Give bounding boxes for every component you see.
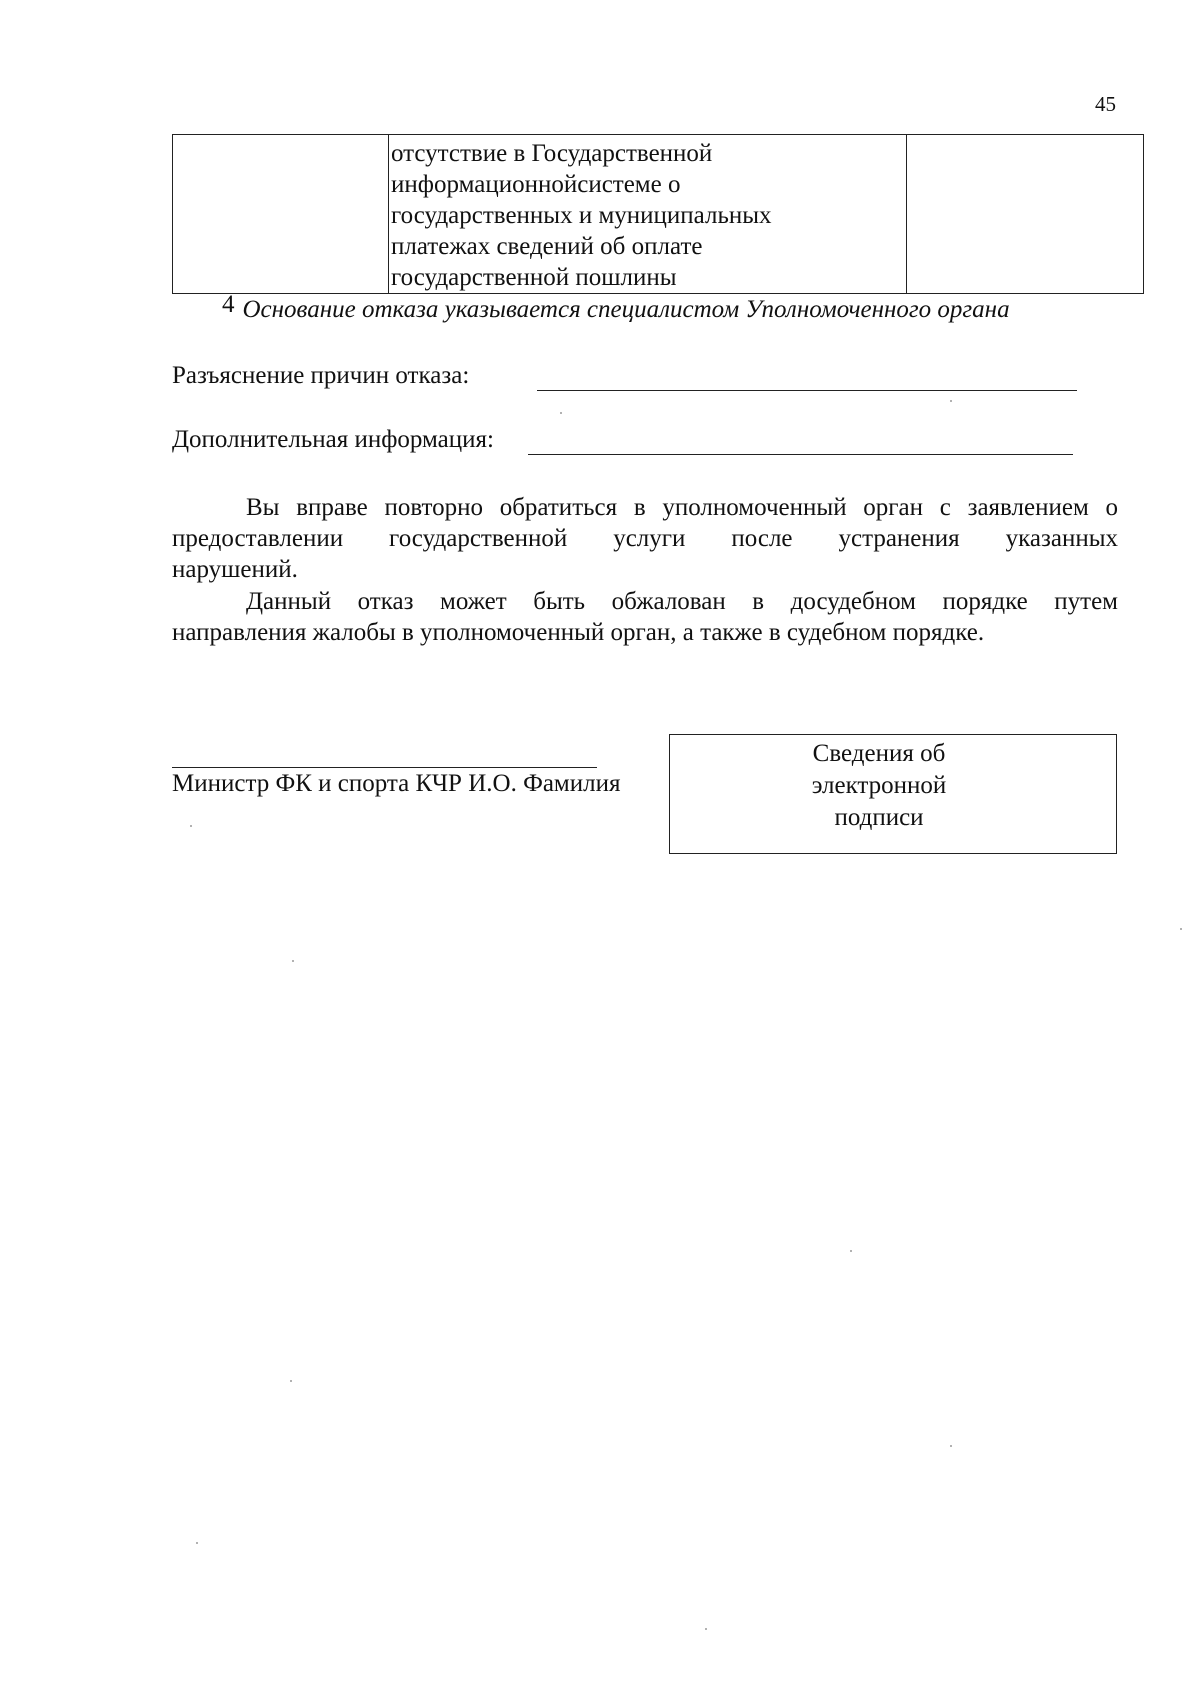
paragraph-line: нарушений. xyxy=(172,556,298,583)
scan-speck xyxy=(1180,928,1182,930)
refusal-reason-blank-line xyxy=(537,390,1077,391)
esig-text-line: электронной xyxy=(811,772,947,799)
paragraph-line: Вы вправе повторно обратиться в уполномоченный орган с заявлением о xyxy=(246,494,1118,521)
cell-text-line: государственной пошлины xyxy=(391,264,677,291)
additional-info-blank-line xyxy=(528,454,1073,455)
signature-line xyxy=(172,767,597,768)
scan-speck xyxy=(560,412,562,414)
esig-text-line: подписи xyxy=(834,804,924,831)
scan-speck xyxy=(290,1380,292,1382)
scan-speck xyxy=(705,1628,707,1630)
refusal-reason-label: Разъяснение причин отказа: xyxy=(172,362,470,389)
footnote xyxy=(222,291,1010,324)
reapply-paragraph xyxy=(172,492,1118,585)
table-row xyxy=(173,135,1144,294)
additional-info-label: Дополнительная информация: xyxy=(172,426,494,453)
table-cell-empty-right xyxy=(907,135,1144,294)
appeal-paragraph xyxy=(172,586,1118,648)
signer-name: Министр ФК и спорта КЧР И.О. Фамилия xyxy=(172,770,621,797)
scan-speck xyxy=(850,1250,852,1252)
cell-text-line: государственных и муниципальных xyxy=(391,202,772,229)
table-cell-empty-left xyxy=(173,135,389,294)
electronic-signature-box xyxy=(669,734,1117,854)
scan-speck xyxy=(292,960,294,962)
paragraph-line: направления жалобы в уполномоченный орган, а также в судебном порядке. xyxy=(172,619,985,646)
footnote-text: Основание отказа указывается специалистом Уполномоченного органа xyxy=(242,296,1010,323)
refusal-grounds-table-fragment xyxy=(172,134,1144,294)
cell-text-line: информационнойсистеме о xyxy=(391,171,681,198)
paragraph-line: предоставлении государственной услуги после устранения указанных xyxy=(172,525,1118,552)
paragraph-line: Данный отказ может быть обжалован в досудебном порядке путем xyxy=(246,588,1118,615)
cell-text-line: платежах сведений об оплате xyxy=(391,233,703,260)
esig-text-line: Сведения об xyxy=(812,740,946,767)
footnote-number: 4 xyxy=(222,291,235,318)
scan-speck xyxy=(196,1542,198,1544)
table-cell-refusal-ground xyxy=(389,135,907,294)
cell-text-line: отсутствие в Государственной xyxy=(391,140,713,167)
scan-speck xyxy=(190,825,192,827)
scan-speck xyxy=(950,400,952,402)
scan-speck xyxy=(950,1445,952,1447)
page-number: 45 xyxy=(1095,92,1116,116)
